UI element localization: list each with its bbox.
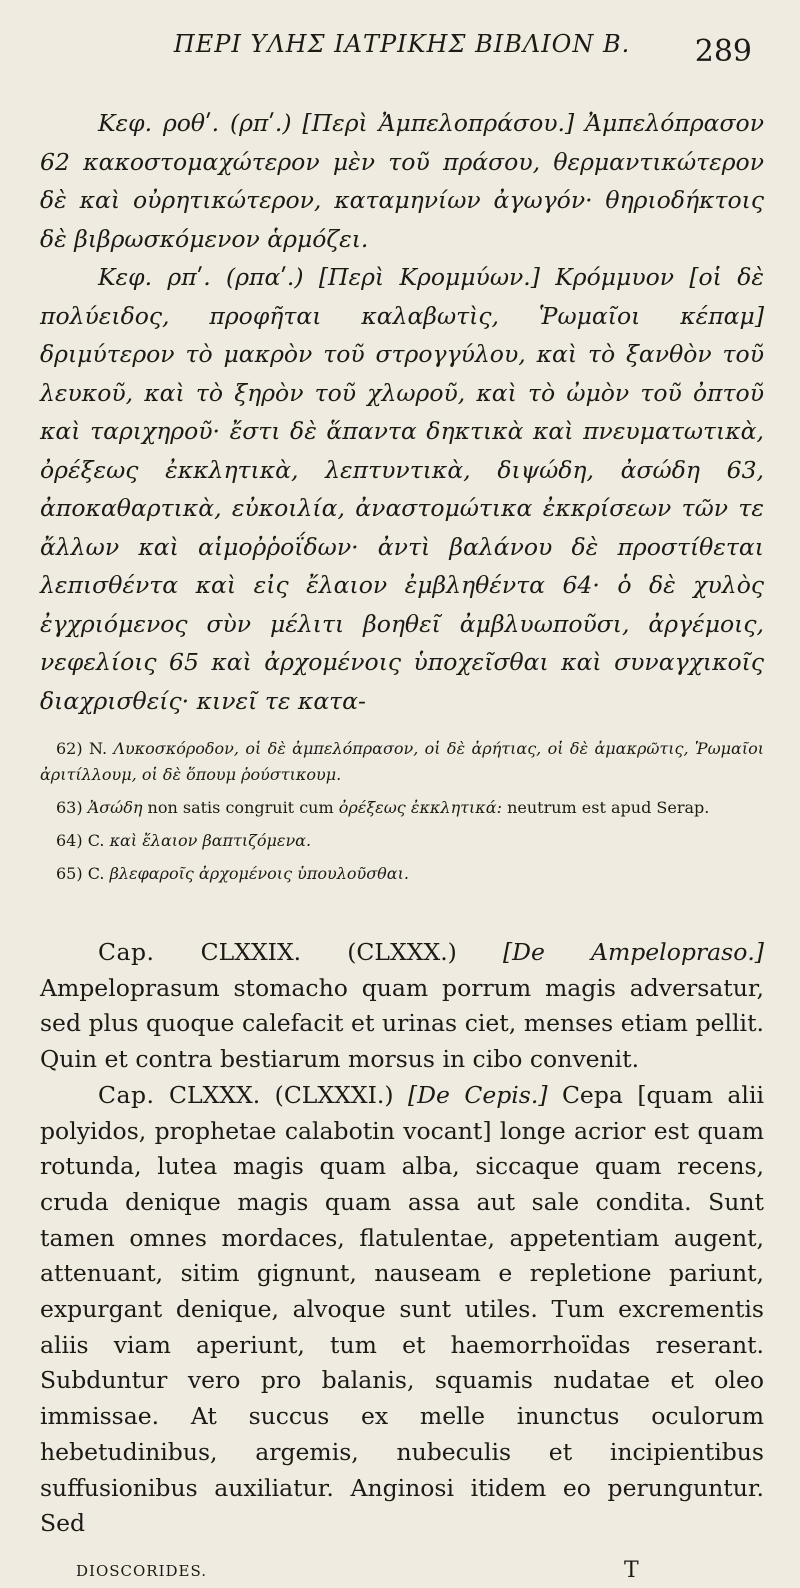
- page-number: 289: [694, 34, 752, 69]
- chapter-number: CLXXIX. (CLXXX.): [200, 938, 457, 966]
- chapter-title: [De Cepis.]: [407, 1080, 548, 1109]
- footnote-text: non satis congruit cum: [147, 798, 334, 817]
- footnote-text: βλεφαροῖς ἀρχομένοις ὑπουλοῦσθαι.: [109, 864, 409, 883]
- footnote-source: C.: [87, 864, 105, 883]
- footnote-source: C.: [87, 831, 105, 850]
- chapter-number: CLXXX. (CLXXXI.): [168, 1080, 394, 1109]
- chapter-title: [De Ampeloprasо.]: [502, 938, 764, 966]
- footnote-text: καὶ ἔλαιον βαπτιζόμενα.: [109, 831, 312, 850]
- footnote-mark: 62): [56, 739, 83, 758]
- footnote-mark: 65): [56, 864, 83, 883]
- greek-chapter-180: Κεφ. ρπʹ. (ρπαʹ.) [Περὶ Κρομμύων.] Κρόμμυον [οἱ δὲ πολύειδος, προφῆται καλαβωτὶς, Ῥωμαῖοι κέπαμ] δριμύτερον τὸ μακρὸν τοῦ στρογγύλου, καὶ τὸ ξανθὸν τοῦ λευκοῦ, καὶ τὸ ξηρὸν τοῦ χλωροῦ, καὶ τὸ ὠμὸν τοῦ ὀπτοῦ καὶ ταριχηροῦ· ἔστι δὲ ἅπαντα δηκτικὰ καὶ πνευματωτικὰ, ὀρέξεως ἐκκλητικὰ, λεπτυντικὰ, διψώδη, ἀσώδη 63, ἀποκαθαρτικὰ, εὐκοιλία, ἀναστομώτικα ἐκκρίσεων τῶν τε ἄλλων καὶ αἱμοῤῥοΐδων· ἀντὶ βαλάνου δὲ προστίθεται λεπισθέντα καὶ εἰς ἔλαιον ἐμβληθέντα 64· ὁ δὲ χυλὸς ἐγχριόμενος σὺν μέλιτι βοηθεῖ ἀμβλυωποῦσι, ἀργέμοις, νεφελίοις 65 καὶ ἀρχομένοις ὑποχεῖσθαι καὶ συναγχικοῖς διαχρισθείς· κινεῖ τε κατα-: [40, 263, 764, 715]
- footnote-text: neutrum est apud Serap.: [507, 798, 710, 817]
- signature-mark: T: [624, 1557, 639, 1583]
- chapter-body: Ampeloprasum stomacho quam porrum magis adversatur, sed plus quoque calefacit et urinas ciet, menses etiam pellit. Quin et contra bestiarum morsus in cibo convenit.: [40, 973, 764, 1074]
- footnote-mark: 63): [56, 798, 83, 817]
- chapter-label: Cap.: [98, 1080, 155, 1109]
- footnote-64: [40, 828, 764, 854]
- footnote-greek: ὀρέξεως ἐκκλητικά:: [338, 798, 502, 817]
- latin-chapter-180: [40, 1078, 764, 1542]
- footnotes: [40, 736, 764, 887]
- footnote-source: N.: [88, 739, 108, 758]
- page-footer: [40, 1558, 764, 1588]
- footnote-text: Λυκοσκόροδον, οἱ δὲ ἀμπελόπρασον, οἱ δὲ ἀρήτιας, οἱ δὲ ἀμακρῶτις, Ῥωμαῖοι ἀριτίλλουμ, οἱ δὲ ὅπουμ ῥούστικουμ.: [40, 739, 764, 784]
- greek-chapter-179: Κεφ. ροθʹ. (ρπʹ.) [Περὶ Ἀμπελοπράσου.] Ἀμπελόπρασον 62 κακοστομαχώτερον μὲν τοῦ πράσου, θερμαντικώτερον δὲ καὶ οὐρητικώτερον, καταμηνίων ἀγωγόν· θηριοδήκτοις δὲ βιβρωσκόμενον ἁρμόζει.: [40, 109, 764, 253]
- latin-text: [40, 935, 764, 1542]
- footnote-greek: Ἀσώδη: [87, 798, 143, 817]
- running-title: ΠΕΡΙ ΥΛΗΣ ΙΑΤΡΙΚΗΣ ΒΙΒΛΙΟΝ Β.: [173, 30, 631, 58]
- running-head: [40, 30, 764, 86]
- footnote-63: [40, 795, 764, 821]
- chapter-label: Cap.: [98, 938, 155, 966]
- footnote-62: [40, 736, 764, 788]
- chapter-body: Cepa [quam alii polyidos, prophetae calabotin vocant] longe acrior est quam rotunda, lutea magis quam alba, siccaque quam recens, cruda denique magis quam assa aut sale condita. Sunt tamen omnes mordaces, flatulentae, appetentiam augent, attenuant, sitim gignunt, nauseam e repletione pariunt, expurgant denique, alvoque sunt utiles. Tum excrementis aliis viam aperiunt, tum et haemorrhoïdas reserant. Subduntur vero pro balanis, squamis nudatae et oleo immissae. At succus ex melle inunctus oculorum hebetudinibus, argemis, nubeculis et incipientibus suffusionibus auxiliatur. Anginosi itidem eo perunguntur. Sed: [40, 1080, 764, 1538]
- footnote-mark: 64): [56, 831, 83, 850]
- greek-text: [40, 104, 764, 720]
- footnote-65: [40, 861, 764, 887]
- latin-chapter-179: [40, 935, 764, 1078]
- footer-author: DIOSCORIDES.: [76, 1561, 208, 1580]
